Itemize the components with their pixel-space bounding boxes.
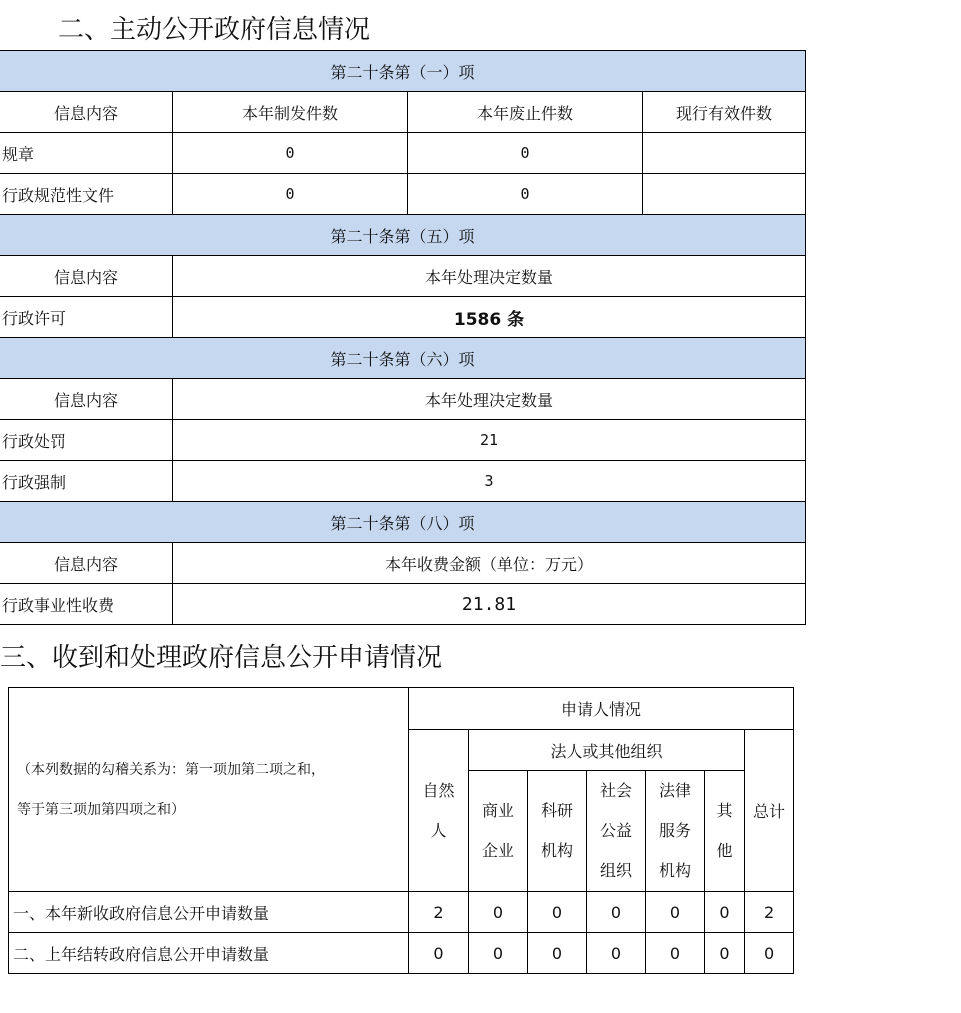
cell-value: 21.81 [173,584,806,625]
cell-research: 0 [528,933,587,974]
legal-org-header: 法人或其他组织 [469,730,745,771]
col-other: 其 他 [705,771,745,892]
cell-abolished: 0 [408,174,643,215]
table-row [0,584,806,625]
table-row [0,174,806,215]
cell-abolished: 0 [408,133,643,174]
row-label: 规章 [0,133,173,174]
table-row [0,297,806,338]
application-table [8,687,794,974]
col-header-content: 信息内容 [0,256,173,297]
col-research: 科研 机构 [528,771,587,892]
row-label: 行政许可 [0,297,173,338]
col-public-welfare: 社会 公益 组织 [587,771,646,892]
col-header-valid: 现行有效件数 [643,92,806,133]
note-line-1: （本列数据的勾稽关系为：第一项加第二项之和， [17,761,325,778]
cell-value: 3 [173,461,806,502]
proactive-disclosure-table [0,50,806,625]
cell-other: 0 [705,892,745,933]
cell-public-welfare: 0 [587,892,646,933]
cell-valid [643,133,806,174]
cell-total: 2 [745,892,794,933]
col-header-fees: 本年收费金额（单位：万元） [173,543,806,584]
cell-total: 0 [745,933,794,974]
row-label: 二、上年结转政府信息公开申请数量 [9,933,409,974]
col-header-decisions: 本年处理决定数量 [173,256,806,297]
row-label: 行政强制 [0,461,173,502]
art8-header: 第二十条第（八）项 [0,502,806,543]
table-row [0,461,806,502]
note-line-2: 等于第三项加第四项之和） [17,801,185,818]
art1-header: 第二十条第（一）项 [0,51,806,92]
col-header-content: 信息内容 [0,379,173,420]
table-row [9,892,794,933]
col-commercial: 商业 企业 [469,771,528,892]
cell-legal-service: 0 [646,892,705,933]
row-label: 行政规范性文件 [0,174,173,215]
cell-commercial: 0 [469,892,528,933]
cell-value: 21 [173,420,806,461]
art6-header: 第二十条第（六）项 [0,338,806,379]
cell-research: 0 [528,892,587,933]
cell-value: 1586 条 [173,297,806,338]
natural-person-header: 自然 人 [409,730,469,892]
applicant-header: 申请人情况 [409,688,794,730]
row-label: 一、本年新收政府信息公开申请数量 [9,892,409,933]
cell-commercial: 0 [469,933,528,974]
col-header-content: 信息内容 [0,543,173,584]
col-header-abolished: 本年废止件数 [408,92,643,133]
cell-issued: 0 [173,133,408,174]
section2-title: 二、主动公开政府信息情况 [58,15,371,45]
section3-title: 三、收到和处理政府信息公开申请情况 [0,643,443,673]
col-header-content: 信息内容 [0,92,173,133]
art5-header: 第二十条第（五）项 [0,215,806,256]
table-row [9,933,794,974]
cell-public-welfare: 0 [587,933,646,974]
row-label: 行政事业性收费 [0,584,173,625]
total-header: 总计 [745,730,794,892]
row-label: 行政处罚 [0,420,173,461]
col-header-issued: 本年制发件数 [173,92,408,133]
cell-valid [643,174,806,215]
note-cell [9,688,409,892]
cell-other: 0 [705,933,745,974]
col-legal-service: 法律 服务 机构 [646,771,705,892]
table-row [0,420,806,461]
cell-natural: 0 [409,933,469,974]
cell-issued: 0 [173,174,408,215]
cell-legal-service: 0 [646,933,705,974]
col-header-decisions: 本年处理决定数量 [173,379,806,420]
cell-natural: 2 [409,892,469,933]
table-row [0,133,806,174]
